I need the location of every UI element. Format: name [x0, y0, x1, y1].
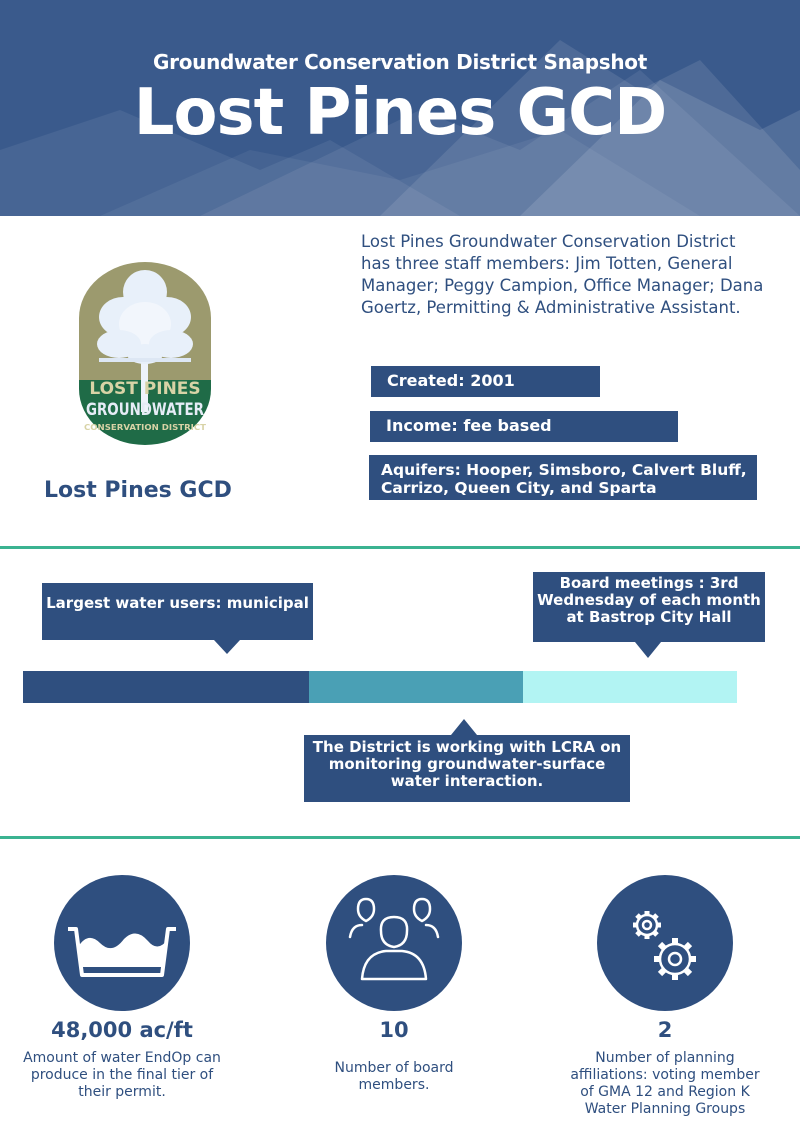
stat-value-affiliations: 2 [657, 1018, 673, 1042]
callout-board-meetings [533, 572, 765, 642]
callout-text: The District is working with LCRA on monitoring groundwater-surface water interaction. [312, 738, 622, 790]
district-logo [79, 262, 211, 445]
callout-text: Largest water users: municipal [46, 594, 309, 612]
page-title: Lost Pines GCD [133, 76, 667, 150]
logo-caption: Lost Pines GCD [44, 478, 232, 503]
district-description: Lost Pines Groundwater Conservation District has three staff members: Jim Totten, General Manager; Peggy Campion, Office Manager; Dana Goertz, Permitting & Administrative Assistant. [361, 232, 764, 317]
header-banner [0, 0, 800, 216]
stat-label-affiliations: Number of planning affiliations: voting member of GMA 12 and Region K Water Planning Groups [570, 1050, 760, 1117]
stat-circle-board [326, 875, 462, 1011]
water-basin-icon [54, 875, 190, 1011]
gears-icon [597, 875, 733, 1011]
section-divider [0, 546, 800, 549]
stat-label-water: Amount of water EndOp can produce in the final tier of their permit. [23, 1050, 221, 1100]
stat-value-water: 48,000 ac/ft [51, 1018, 193, 1042]
callout-text: Board meetings : 3rd Wednesday of each month at Bastrop City Hall [537, 574, 761, 626]
stat-label-board: Number of board members. [334, 1060, 454, 1093]
timeline-segment-3 [523, 671, 737, 703]
callout-pointer [635, 642, 661, 658]
fact-income: Income: fee based [370, 411, 678, 442]
logo-text-line1: LOST PINES [89, 379, 201, 399]
page-subtitle: Groundwater Conservation District Snapshot [153, 50, 647, 74]
fact-aquifers: Aquifers: Hooper, Simsboro, Calvert Bluff, Carrizo, Queen City, and Sparta [369, 455, 757, 500]
logo-text-line2: GROUNDWATER [86, 400, 204, 420]
section-divider [0, 836, 800, 839]
timeline-segment-2 [309, 671, 523, 703]
callout-lcra-monitoring [304, 735, 630, 802]
timeline-segment-1 [23, 671, 309, 703]
callout-pointer [451, 719, 477, 735]
people-icon [326, 875, 462, 1011]
callout-pointer [214, 640, 240, 654]
callout-water-users [42, 583, 313, 640]
stat-circle-affiliations [597, 875, 733, 1011]
logo-text-line3: CONSERVATION DISTRICT [84, 423, 207, 432]
stat-circle-water [54, 875, 190, 1011]
pine-tree-logo-icon [79, 262, 211, 445]
stat-value-board: 10 [379, 1018, 409, 1042]
fact-created: Created: 2001 [371, 366, 600, 397]
